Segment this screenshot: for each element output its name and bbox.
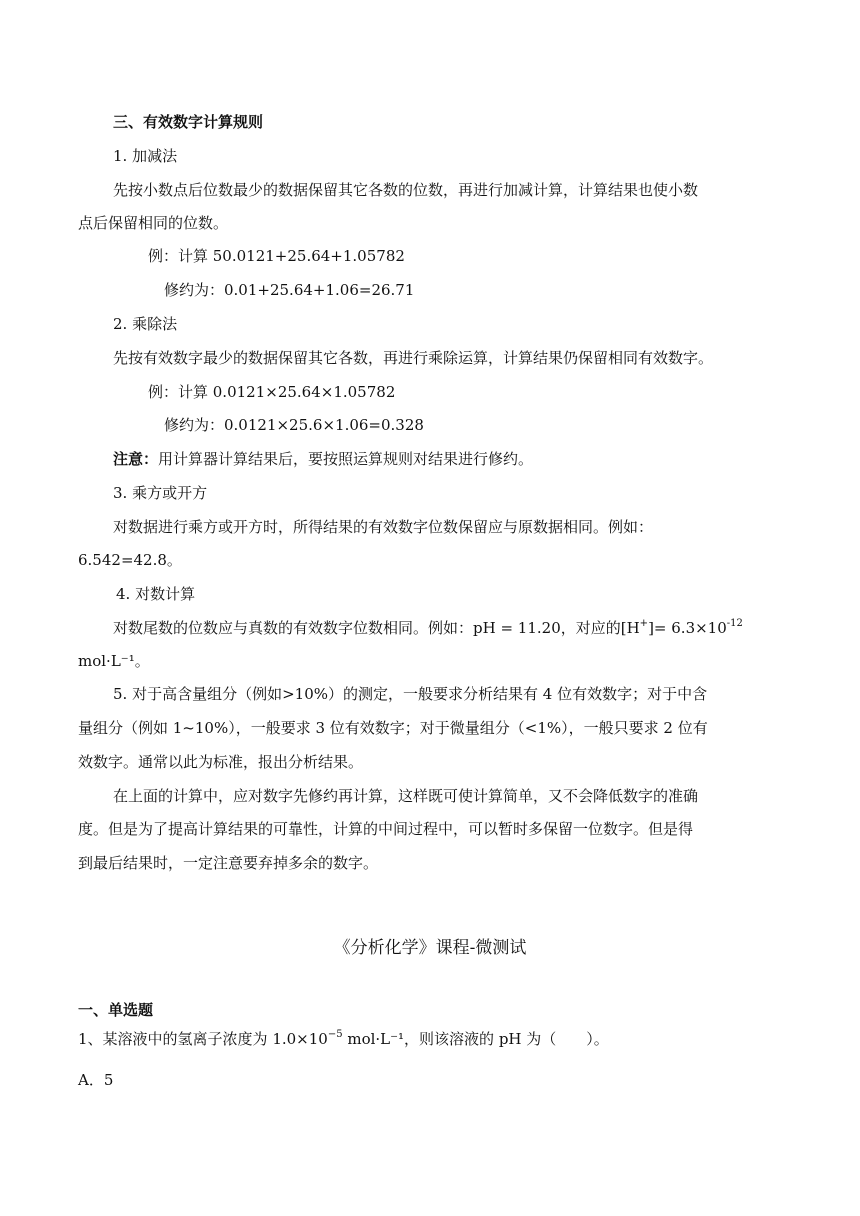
rule2-rounded: 修约为：0.0121×25.6×1.06=0.328 bbox=[164, 416, 424, 434]
rule2-example: 例：计算 0.0121×25.64×1.05782 bbox=[148, 383, 396, 401]
rule1-text-cont: 点后保留相同的位数。 bbox=[78, 214, 229, 232]
rule3-example: 6.542=42.8。 bbox=[78, 551, 182, 569]
quiz-section-heading: 一、单选题 bbox=[78, 1001, 154, 1019]
rule1-text: 先按小数点后位数最少的数据保留其它各数的位数，再进行加减计算，计算结果也使小数 bbox=[113, 181, 699, 199]
summary-text-end: 到最后结果时，一定注意要弃掉多余的数字。 bbox=[78, 854, 379, 872]
option-a: A．5 bbox=[78, 1071, 114, 1089]
rule3-text: 对数据进行乘方或开方时，所得结果的有效数字位数保留应与原数据相同。例如： bbox=[113, 518, 654, 536]
superscript: −5 bbox=[327, 1029, 343, 1040]
rule3-title: 3. 乘方或开方 bbox=[113, 484, 208, 502]
note-label: 注意： bbox=[113, 450, 159, 468]
rule5-text: 5. 对于高含量组分（例如>10%）的测定，一般要求分析结果有 4 位有效数字；对于中含 bbox=[113, 685, 708, 703]
rule1-rounded: 修约为：0.01+25.64+1.06=26.71 bbox=[164, 281, 415, 299]
rule5-text-end: 效数字。通常以此为标准，报出分析结果。 bbox=[78, 753, 364, 771]
superscript: -12 bbox=[726, 618, 743, 629]
section-heading: 三、有效数字计算规则 bbox=[113, 113, 264, 131]
rule1-title: 1. 加减法 bbox=[113, 147, 178, 165]
question-1: 1、某溶液中的氢离子浓度为 $1.0\times 10^{-5}$ mol·L⁻¹，则该溶液的 pH 为（ ）。 bbox=[78, 1029, 609, 1048]
rule2-text: 先按有效数字最少的数据保留其它各数，再进行乘除运算，计算结果仍保留相同有效数字。 bbox=[113, 349, 714, 367]
rule4-text: 对数尾数的位数应与真数的有效数字位数相同。例如：pH = 11.20，对应的$[H^+]= 6.3\times 10^{-12}$ bbox=[113, 618, 743, 637]
summary-text-cont: 度。但是为了提高计算结果的可靠性，计算的中间过程中，可以暂时多保留一位数字。但是得 bbox=[78, 820, 694, 838]
note-text: 用计算器计算结果后，要按照运算规则对结果进行修约。 bbox=[158, 450, 534, 468]
note bbox=[113, 449, 533, 469]
rule5-text-cont: 量组分（例如 1~10%），一般要求 3 位有效数字；对于微量组分（<1%），一般只要求 2 位有 bbox=[78, 719, 708, 737]
summary-text: 在上面的计算中，应对数字先修约再计算，这样既可使计算简单，又不会降低数字的准确 bbox=[113, 787, 699, 805]
rule2-title: 2. 乘除法 bbox=[113, 315, 178, 333]
rule1-example: 例：计算 50.0121+25.64+1.05782 bbox=[148, 247, 405, 265]
rule4-title: 4. 对数计算 bbox=[116, 585, 196, 603]
rule4-unit: mol·L⁻¹。 bbox=[78, 652, 150, 670]
superscript: + bbox=[639, 618, 649, 629]
quiz-title: 《分析化学》课程-微测试 bbox=[333, 938, 527, 958]
